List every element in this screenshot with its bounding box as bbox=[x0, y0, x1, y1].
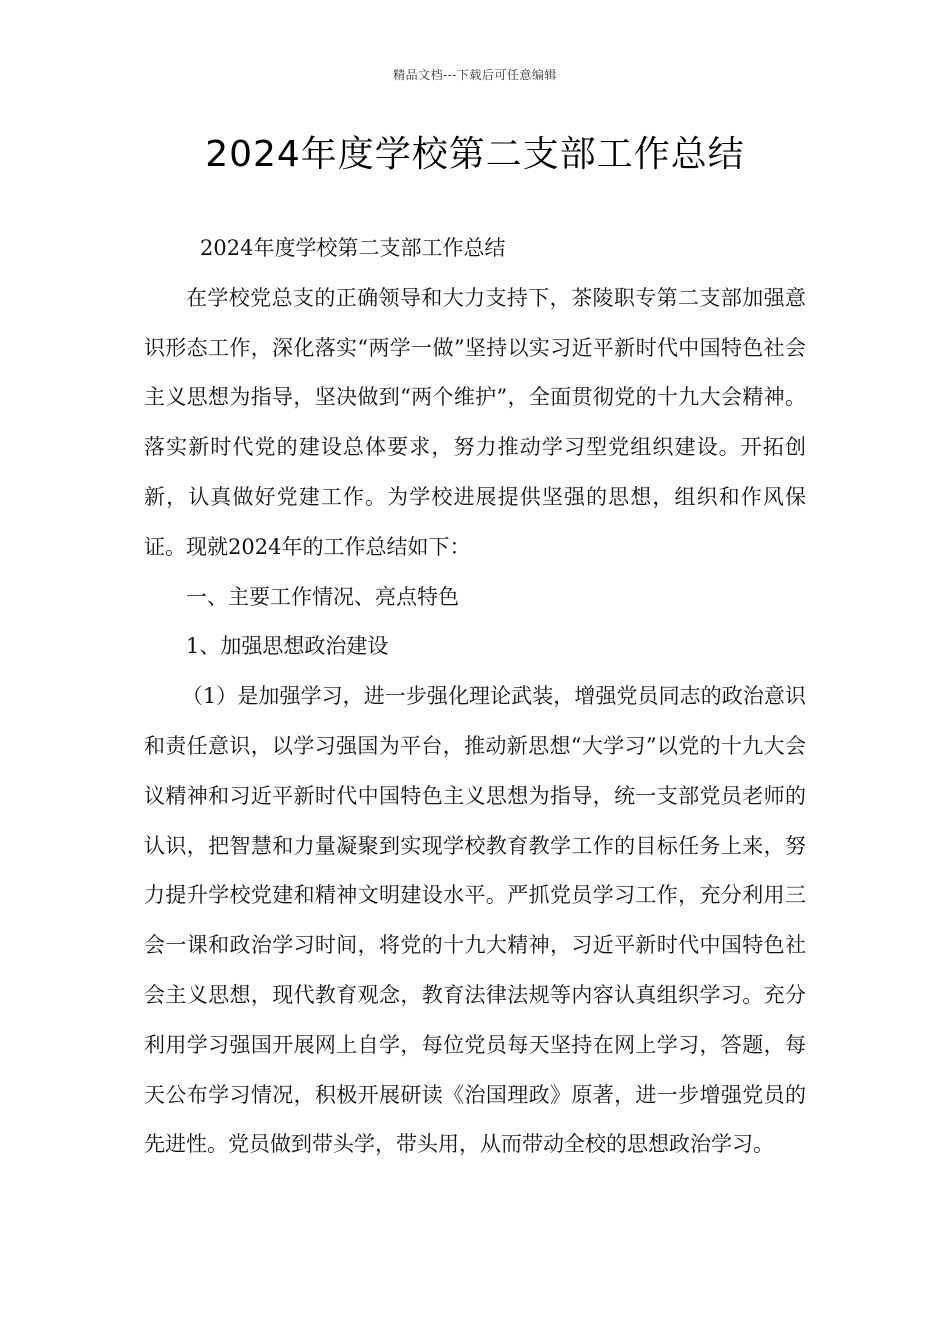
section-heading: 一、主要工作情况、亮点特色 bbox=[186, 584, 459, 609]
paragraph-intro: 在学校党总支的正确领导和大力支持下，茶陵职专第二支部加强意识形态工作，深化落实“两学一做”坚持以实习近平新时代中国特色社会主义思想为指导，坚决做到“两个维护”，全面贯彻党的十九大会精神。落实新时代党的建设总体要求，努力推动学习型党组织建设。开拓创新，认真做好党建工作。为学校进展提供坚强的思想，组织和作风保证。现就2024年的工作总结如下： bbox=[144, 285, 806, 559]
document-subtitle: 2024年度学校第二支部工作总结 bbox=[200, 236, 506, 260]
document-body bbox=[144, 224, 806, 1170]
paragraph-study: （1）是加强学习，进一步强化理论武装，增强党员同志的政治意识和责任意识，以学习强国为平台，推动新思想“大学习”以党的十九大会议精神和习近平新时代中国特色主义思想为指导，统一支部党员老师的认识，把智慧和力量凝聚到实现学校教育教学工作的目标任务上来，努力提升学校党建和精神文明建设水平。严抓党员学习工作，充分利用三会一课和政治学习时间，将党的十九大精神，习近平新时代中国特色社会主义思想，现代教育观念，教育法律法规等内容认真组织学习。充分利用学习强国开展网上自学，每位党员每天坚持在网上学习，答题，每天公布学习情况，积极开展研读《治国理政》原著，进一步增强党员的先进性。党员做到带头学，带头用，从而带动全校的思想政治学习。 bbox=[144, 684, 806, 1157]
document-title: 2024年度学校第二支部工作总结 bbox=[205, 134, 745, 175]
header-watermark: 精品文档---下载后可任意编辑 bbox=[393, 68, 557, 82]
subsection-heading: 1、加强思想政治建设 bbox=[186, 634, 389, 659]
